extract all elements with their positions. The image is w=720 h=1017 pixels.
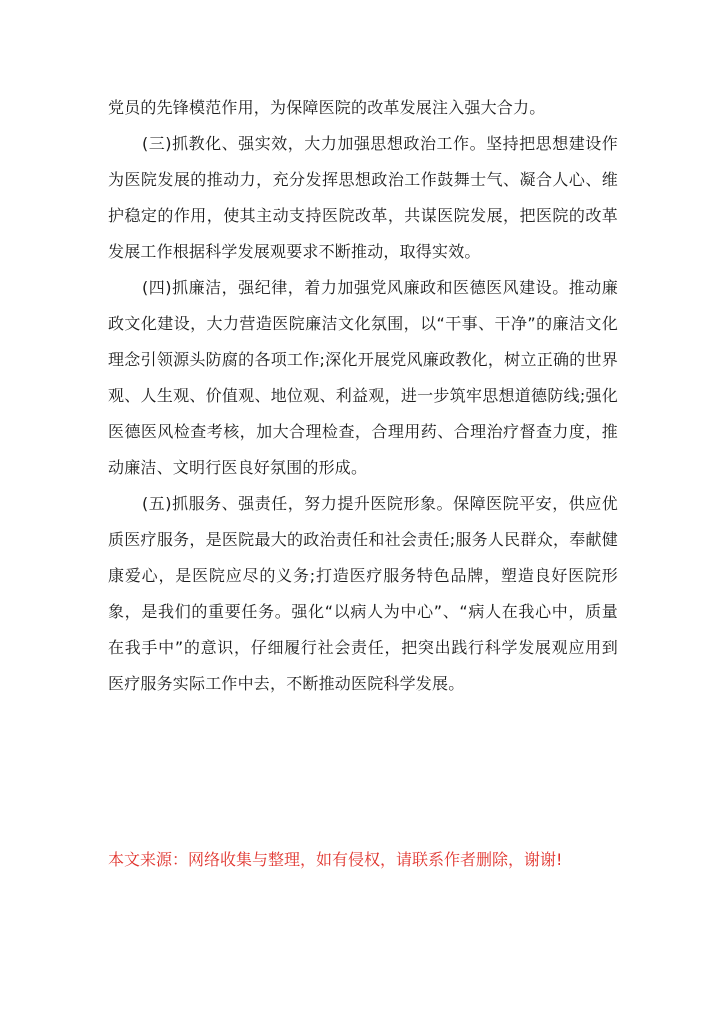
source-note: 本文来源：网络收集与整理，如有侵权，请联系作者删除，谢谢! — [108, 850, 563, 869]
document-body — [108, 90, 618, 702]
paragraph-continuation: 党员的先锋模范作用，为保障医院的改革发展注入强大合力。 — [108, 98, 546, 117]
paragraph-section-4: (四)抓廉洁，强纪律，着力加强党风廉政和医德医风建设。推动廉政文化建设，大力营造医院廉洁文化氛围，以“干事、干净”的廉洁文化理念引领源头防腐的各项工作;深化开展党风廉政教化，树立正确的世界观、人生观、价值观、地位观、利益观，进一步筑牢思想道德防线;强化医德医风检查考核，加大合理检查，合理用药、合理治疗督查力度，推动廉洁、文明行医良好氛围的形成。 — [108, 278, 618, 477]
paragraph-section-3: (三)抓教化、强实效，大力加强思想政治工作。坚持把思想建设作为医院发展的推动力，充分发挥思想政治工作鼓舞士气、凝合人心、维护稳定的作用，使其主动支持医院改革，共谋医院发展，把医院的改革发展工作根据科学发展观要求不断推动，取得实效。 — [108, 134, 618, 261]
paragraph-section-5: (五)抓服务、强责任，努力提升医院形象。保障医院平安，供应优质医疗服务，是医院最大的政治责任和社会责任;服务人民群众，奉献健康爱心，是医院应尽的义务;打造医疗服务特色品牌，塑造良好医院形象，是我们的重要任务。强化“以病人为中心”、“病人在我心中，质量在我手中”的意识，仔细履行社会责任，把突出践行科学发展观应用到医疗服务实际工作中去，不断推动医院科学发展。 — [108, 494, 618, 693]
